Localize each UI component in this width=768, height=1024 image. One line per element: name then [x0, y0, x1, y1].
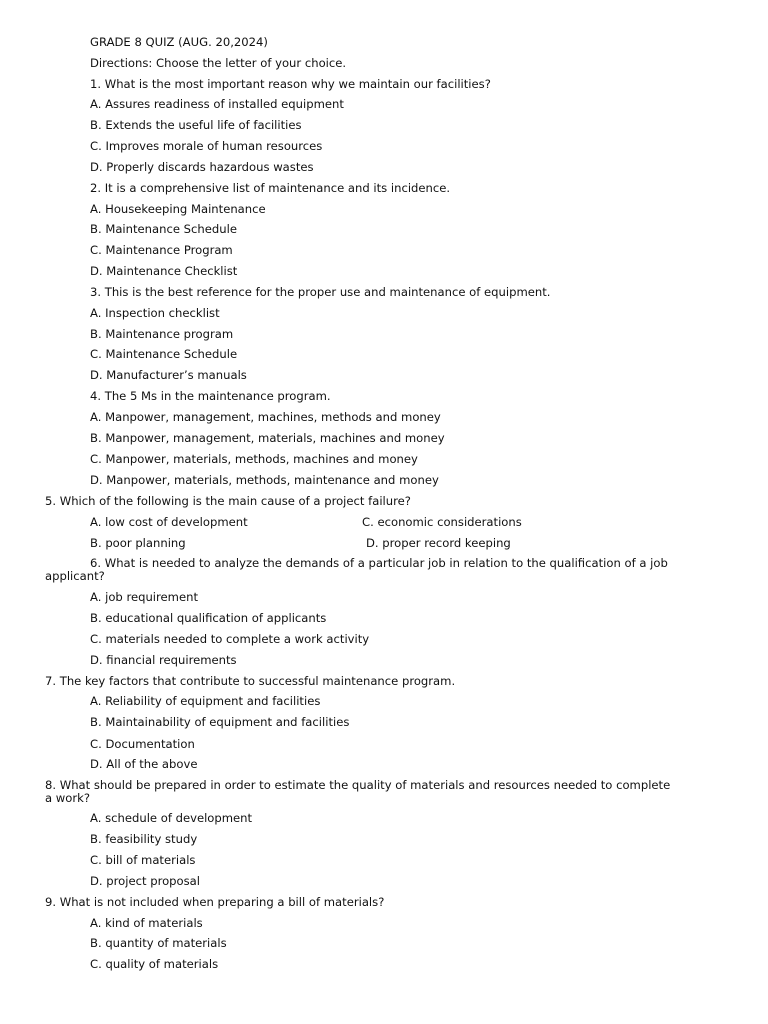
q7-choice-c: C. Documentation: [90, 737, 195, 751]
q6-choice-c: C. materials needed to complete a work activity: [90, 632, 370, 646]
q7-choice-a: A. Reliability of equipment and facilities: [90, 694, 321, 708]
question-1: 1. What is the most important reason why we maintain our facilities?: [90, 77, 491, 91]
q8-choice-c: C. bill of materials: [90, 853, 196, 867]
directions: Directions: Choose the letter of your choice.: [90, 56, 347, 70]
q2-choice-d: D. Maintenance Checklist: [90, 264, 238, 278]
q1-choice-d: D. Properly discards hazardous wastes: [90, 160, 314, 174]
q6-choice-d: D. financial requirements: [90, 653, 237, 667]
q3-choice-b: B. Maintenance program: [90, 327, 234, 341]
q3-choice-a: A. Inspection checklist: [90, 306, 220, 320]
q9-choice-b: B. quantity of materials: [90, 936, 227, 950]
q2-choice-a: A. Housekeeping Maintenance: [90, 202, 266, 216]
q1-choice-c: C. Improves morale of human resources: [90, 139, 323, 153]
q8-choice-d: D. project proposal: [90, 874, 201, 888]
question-5: 5. Which of the following is the main cause of a project failure?: [45, 494, 411, 508]
q1-choice-b: B. Extends the useful life of facilities: [90, 118, 302, 132]
question-3: 3. This is the best reference for the proper use and maintenance of equipment.: [90, 285, 551, 299]
q4-choice-b: B. Manpower, management, materials, machines and money: [90, 431, 445, 445]
quiz-title: GRADE 8 QUIZ (AUG. 20,2024): [90, 35, 268, 49]
q1-choice-a: A. Assures readiness of installed equipment: [90, 97, 344, 111]
q5-choice-a: A. low cost of development: [90, 515, 248, 529]
q4-choice-c: C. Manpower, materials, methods, machines and money: [90, 452, 418, 466]
q3-choice-d: D. Manufacturer’s manuals: [90, 368, 247, 382]
question-7: 7. The key factors that contribute to successful maintenance program.: [45, 674, 456, 688]
q6-choice-b: B. educational qualification of applicants: [90, 611, 327, 625]
question-8: 8. What should be prepared in order to estimate the quality of materials and resources needed to complete a work?: [45, 778, 671, 805]
question-4: 4. The 5 Ms in the maintenance program.: [90, 389, 331, 403]
q2-choice-c: C. Maintenance Program: [90, 243, 233, 257]
question-6: 6. What is needed to analyze the demands of a particular job in relation to the qualification of a job applicant?: [45, 556, 668, 583]
q4-choice-a: A. Manpower, management, machines, methods and money: [90, 410, 441, 424]
q3-choice-c: C. Maintenance Schedule: [90, 347, 238, 361]
q9-choice-c: C. quality of materials: [90, 957, 219, 971]
q8-choice-a: A. schedule of development: [90, 811, 253, 825]
q2-choice-b: B. Maintenance Schedule: [90, 222, 237, 236]
q6-choice-a: A. job requirement: [90, 590, 198, 604]
q5-choice-b: B. poor planning: [90, 536, 186, 550]
q9-choice-a: A. kind of materials: [90, 916, 203, 930]
q4-choice-d: D. Manpower, materials, methods, maintenance and money: [90, 473, 439, 487]
q7-choice-d: D. All of the above: [90, 757, 198, 771]
q8-choice-b: B. feasibility study: [90, 832, 198, 846]
q5-choice-d: D. proper record keeping: [366, 536, 511, 550]
question-9: 9. What is not included when preparing a bill of materials?: [45, 895, 385, 909]
question-2: 2. It is a comprehensive list of maintenance and its incidence.: [90, 181, 451, 195]
q5-choice-c: C. economic considerations: [362, 515, 522, 529]
q7-choice-b: B. Maintainability of equipment and facilities: [90, 715, 350, 729]
